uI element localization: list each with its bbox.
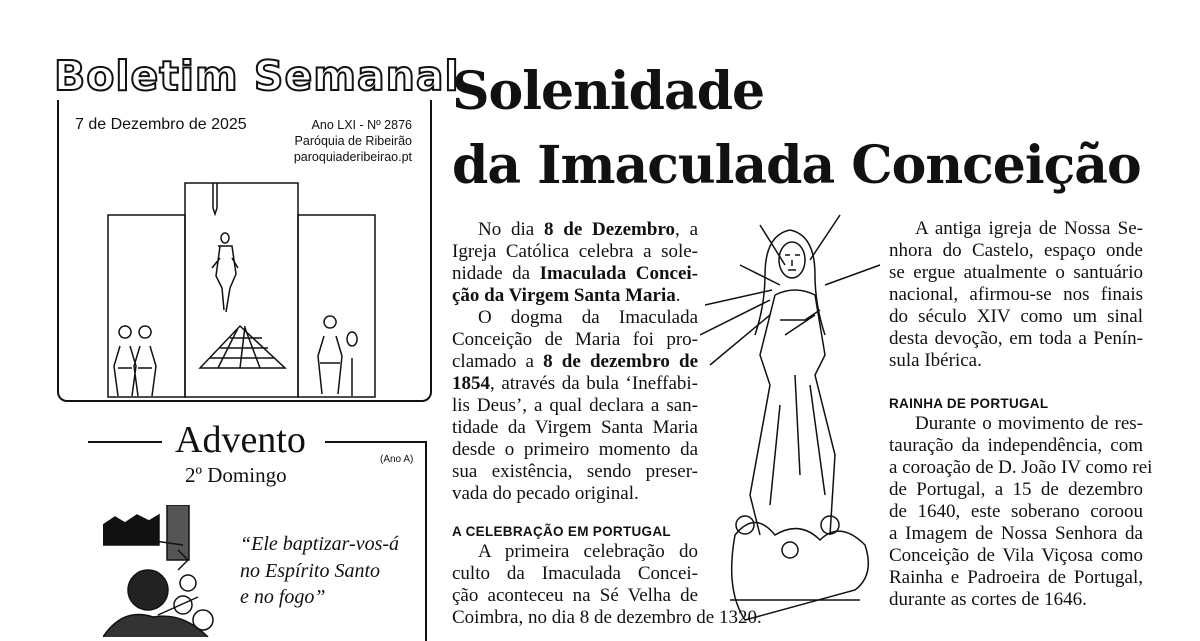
liturgical-year: (Ano A) bbox=[380, 454, 414, 465]
text-line: tidade da Virgem Santa Maria bbox=[452, 417, 698, 438]
text-line: Igreja Católica celebra a sole- bbox=[452, 241, 698, 262]
article-column-2 bbox=[889, 218, 1153, 611]
text-line: do século XIV como um sinal bbox=[889, 306, 1143, 327]
section-heading: RAINHA DE PORTUGAL bbox=[889, 396, 1049, 411]
text-line: Conceição de Maria foi pro- bbox=[452, 329, 698, 350]
parish-website[interactable]: paroquiaderibeirao.pt bbox=[293, 150, 412, 164]
immaculate-conception-illustration bbox=[700, 205, 885, 625]
text-line: vada do pecado original. bbox=[452, 483, 639, 504]
text-line: sua existência, sendo preser- bbox=[452, 461, 698, 482]
text-line: lis Deus’, a qual declara a san- bbox=[452, 395, 698, 416]
article-title-line1: Solenidade bbox=[452, 61, 765, 122]
church-illustration bbox=[100, 178, 385, 400]
text-line: A primeira celebração do bbox=[478, 541, 698, 562]
masthead-title: Boletim Semanal bbox=[54, 52, 460, 100]
parish-name: Paróquia de Ribeirão bbox=[294, 134, 412, 148]
issue-info bbox=[294, 117, 412, 165]
text-line: se ergue atualmente o santuário bbox=[889, 262, 1143, 283]
text-line: Conceição de Vila Viçosa como bbox=[889, 545, 1143, 566]
text-line: No dia 8 de Dezembro, a bbox=[478, 219, 699, 240]
divider bbox=[325, 441, 427, 443]
text-line: a Imagem de Nossa Senhora da bbox=[889, 523, 1143, 544]
text-line: A antiga igreja de Nossa Se- bbox=[915, 218, 1143, 239]
text-line: de Portugal, a 15 de dezembro bbox=[889, 479, 1143, 500]
text-line: ção aconteceu na Sé Velha de bbox=[452, 585, 698, 606]
quote-line: e no fogo” bbox=[240, 586, 326, 608]
sunday-label: 2º Domingo bbox=[185, 463, 287, 487]
advent-title: Advento bbox=[175, 419, 306, 461]
text-line: durante as cortes de 1646. bbox=[889, 589, 1087, 610]
divider bbox=[88, 441, 162, 443]
text-line: 1854, através da bula ‘Ineffabi- bbox=[452, 373, 698, 394]
john-baptist-illustration bbox=[103, 505, 218, 637]
article-title-line2: da Imaculada Conceição bbox=[452, 135, 1141, 196]
issue-number: Ano LXI - Nº 2876 bbox=[311, 118, 412, 132]
text-line: Durante o movimento de res- bbox=[915, 413, 1143, 434]
article-column-1 bbox=[452, 219, 762, 629]
text-line: culto da Imaculada Concei- bbox=[452, 563, 698, 584]
text-line: O dogma da Imaculada bbox=[478, 307, 698, 328]
advent-frame bbox=[425, 441, 427, 641]
quote-line: “Ele baptizar-vos-á bbox=[240, 533, 400, 555]
text-line: a coroação de D. João IV como rei bbox=[889, 457, 1153, 478]
issue-date: 7 de Dezembro de 2025 bbox=[75, 116, 247, 133]
text-line: clamado a 8 de dezembro de bbox=[452, 351, 698, 372]
text-line: Rainha e Padroeira de Portugal, bbox=[889, 567, 1143, 588]
text-line: sula Ibérica. bbox=[889, 350, 982, 371]
text-line: nacional, afirmou-se nos finais bbox=[889, 284, 1143, 305]
text-line: Coimbra, no dia 8 de dezembro de 1320. bbox=[452, 607, 762, 628]
text-line: desde o primeiro momento da bbox=[452, 439, 698, 460]
text-line: tauração da independência, com bbox=[889, 435, 1143, 456]
text-line: de 1640, este soberano coroou bbox=[889, 501, 1143, 522]
text-line: desta devoção, em toda a Penín- bbox=[889, 328, 1143, 349]
quote-line: no Espírito Santo bbox=[240, 559, 381, 582]
text-line: nidade da Imaculada Concei- bbox=[452, 263, 698, 284]
section-heading: A CELEBRAÇÃO EM PORTUGAL bbox=[452, 524, 671, 539]
text-line: nhora do Castelo, espaço onde bbox=[889, 240, 1143, 261]
gospel-quote bbox=[240, 531, 399, 611]
text-line: ção da Virgem Santa Maria. bbox=[452, 285, 681, 306]
